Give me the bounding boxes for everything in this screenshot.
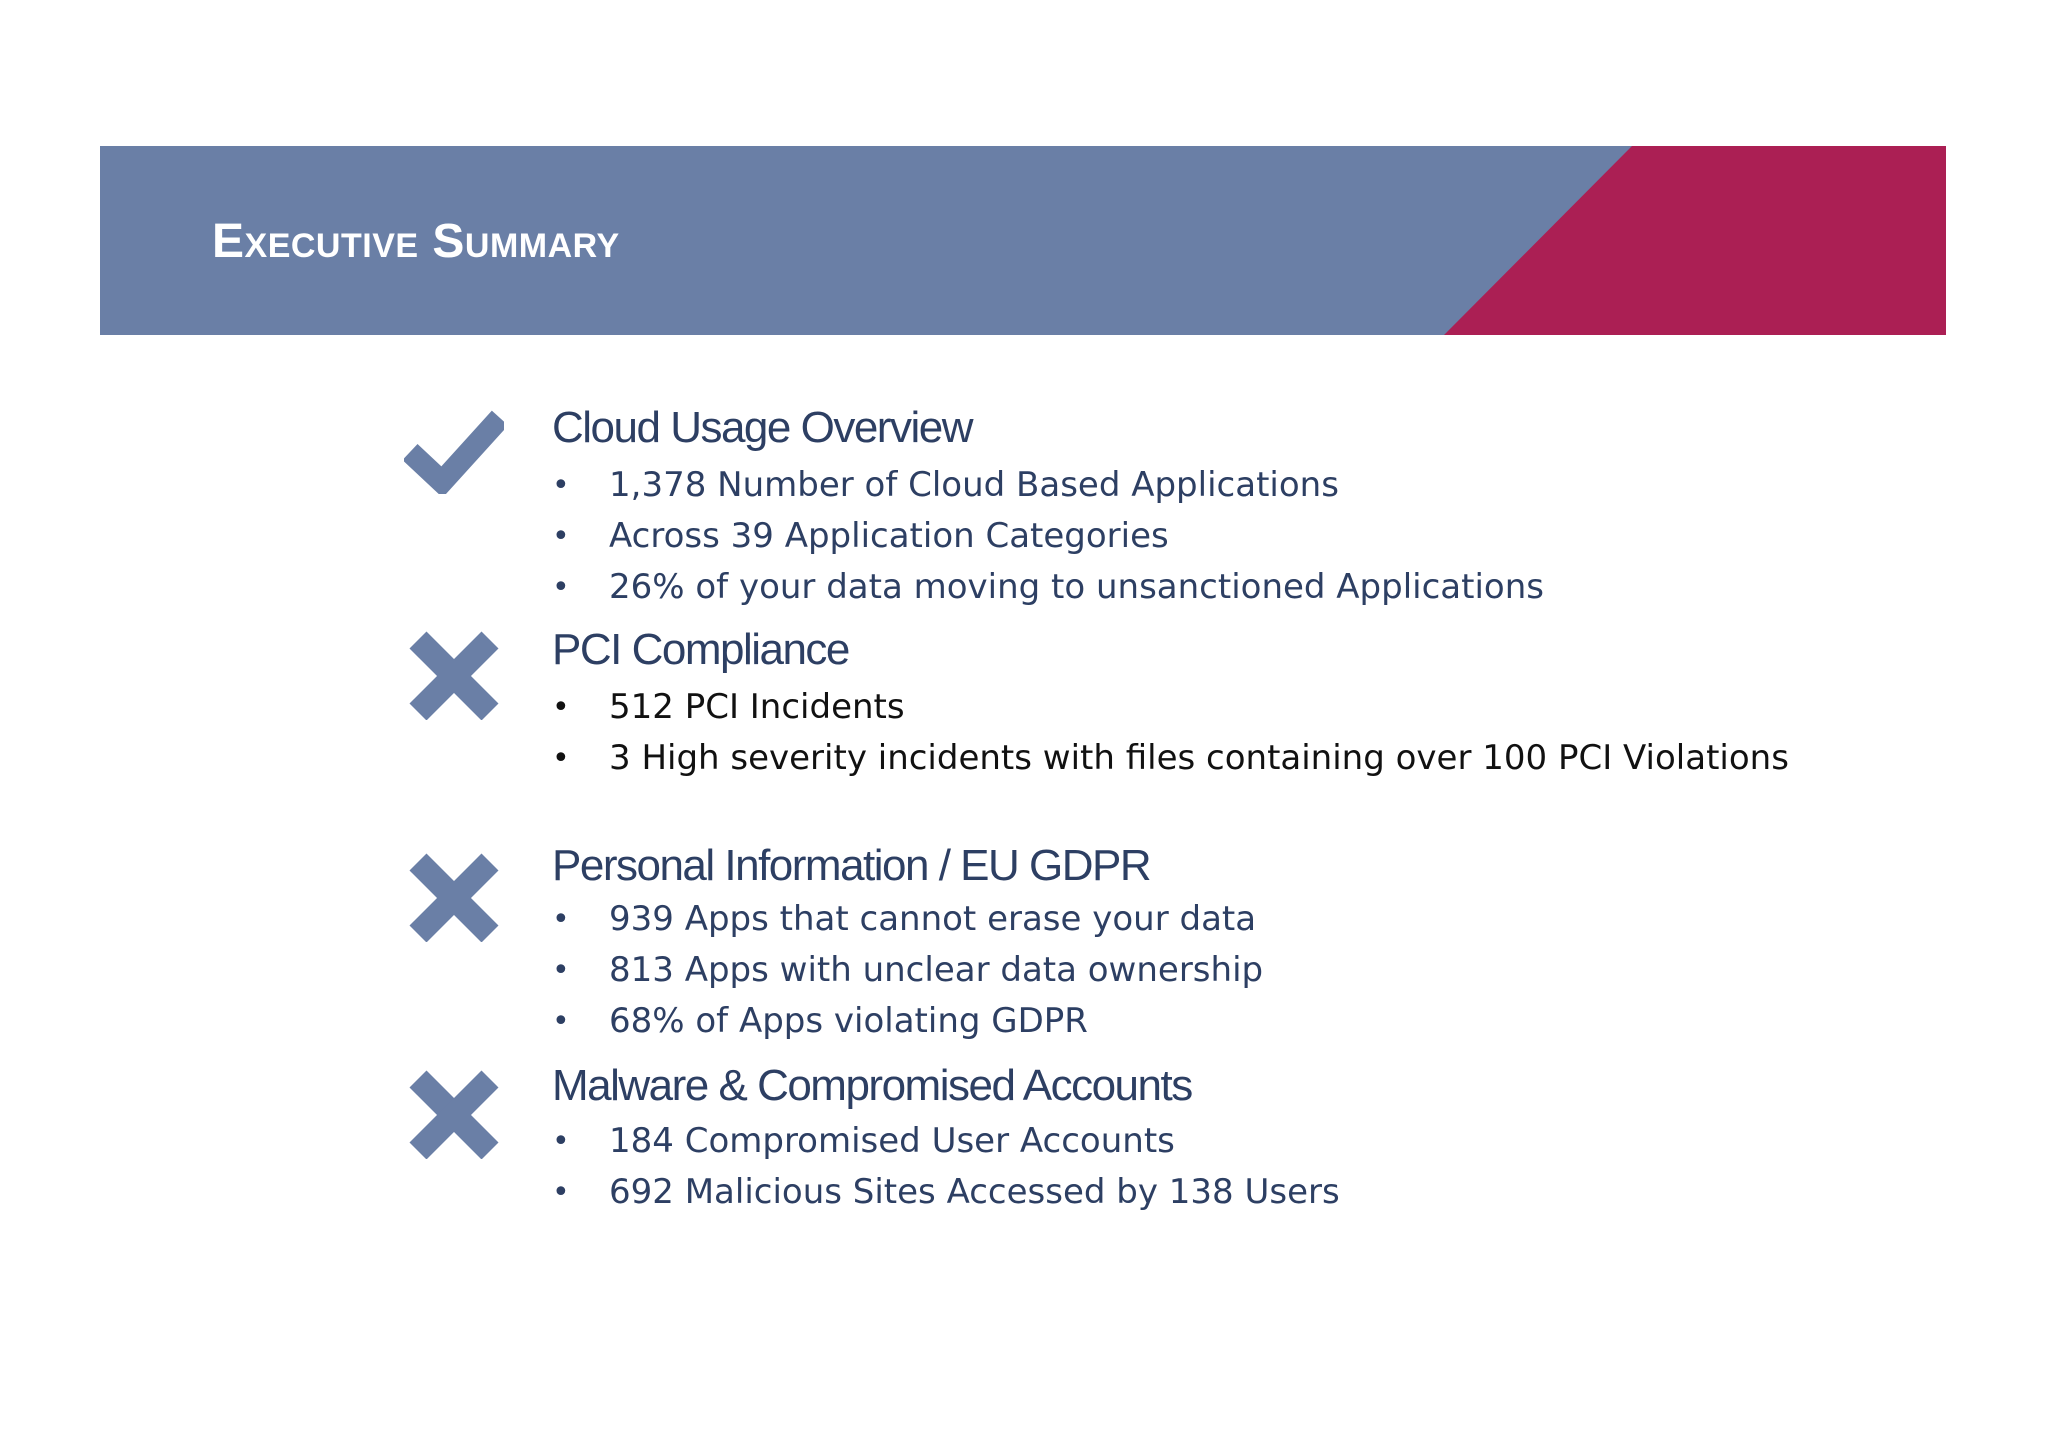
bullet-text: 692 Malicious Sites Accessed by 138 Users xyxy=(609,1172,1340,1212)
bullet-list xyxy=(552,894,1263,1047)
bullet-dot: • xyxy=(552,468,570,503)
bullet-text: 813 Apps with unclear data ownership xyxy=(609,950,1264,990)
bullet-dot: • xyxy=(552,519,570,554)
list-item xyxy=(552,733,1789,784)
list-item xyxy=(552,682,1789,733)
section-title: PCI Compliance xyxy=(552,625,849,674)
x-icon xyxy=(404,630,504,720)
section-title: Personal Information / EU GDPR xyxy=(552,841,1151,890)
list-item xyxy=(552,1116,1340,1167)
x-icon xyxy=(404,852,504,942)
list-item xyxy=(552,511,1544,562)
bullet-dot: • xyxy=(552,741,570,776)
list-item xyxy=(552,996,1263,1047)
bullet-dot: • xyxy=(552,690,570,725)
list-item xyxy=(552,460,1544,511)
list-item xyxy=(552,562,1544,613)
bullet-dot: • xyxy=(552,570,570,605)
bullet-dot: • xyxy=(552,1175,570,1210)
bullet-dot: • xyxy=(552,1004,570,1039)
bullet-text: 26% of your data moving to unsanctioned Applications xyxy=(609,567,1544,607)
list-item xyxy=(552,894,1263,945)
bullet-text: 68% of Apps violating GDPR xyxy=(609,1001,1088,1041)
bullet-list xyxy=(552,460,1544,613)
bullet-text: Across 39 Application Categories xyxy=(609,516,1169,556)
page-title: Executive Summary xyxy=(212,215,620,268)
bullet-text: 3 High severity incidents with files containing over 100 PCI Violations xyxy=(609,738,1789,778)
bullet-dot: • xyxy=(552,1124,570,1159)
list-item xyxy=(552,1167,1340,1218)
bullet-text: 1,378 Number of Cloud Based Applications xyxy=(609,465,1339,505)
bullet-text: 184 Compromised User Accounts xyxy=(609,1121,1175,1161)
bullet-text: 939 Apps that cannot erase your data xyxy=(609,899,1257,939)
x-icon xyxy=(404,1069,504,1159)
section-title: Malware & Compromised Accounts xyxy=(552,1061,1192,1110)
bullet-text: 512 PCI Incidents xyxy=(609,687,905,727)
list-item xyxy=(552,945,1263,996)
section-title: Cloud Usage Overview xyxy=(552,403,972,452)
check-icon xyxy=(404,404,504,494)
bullet-list xyxy=(552,1116,1340,1218)
bullet-list xyxy=(552,682,1789,784)
bullet-dot: • xyxy=(552,902,570,937)
bullet-dot: • xyxy=(552,953,570,988)
